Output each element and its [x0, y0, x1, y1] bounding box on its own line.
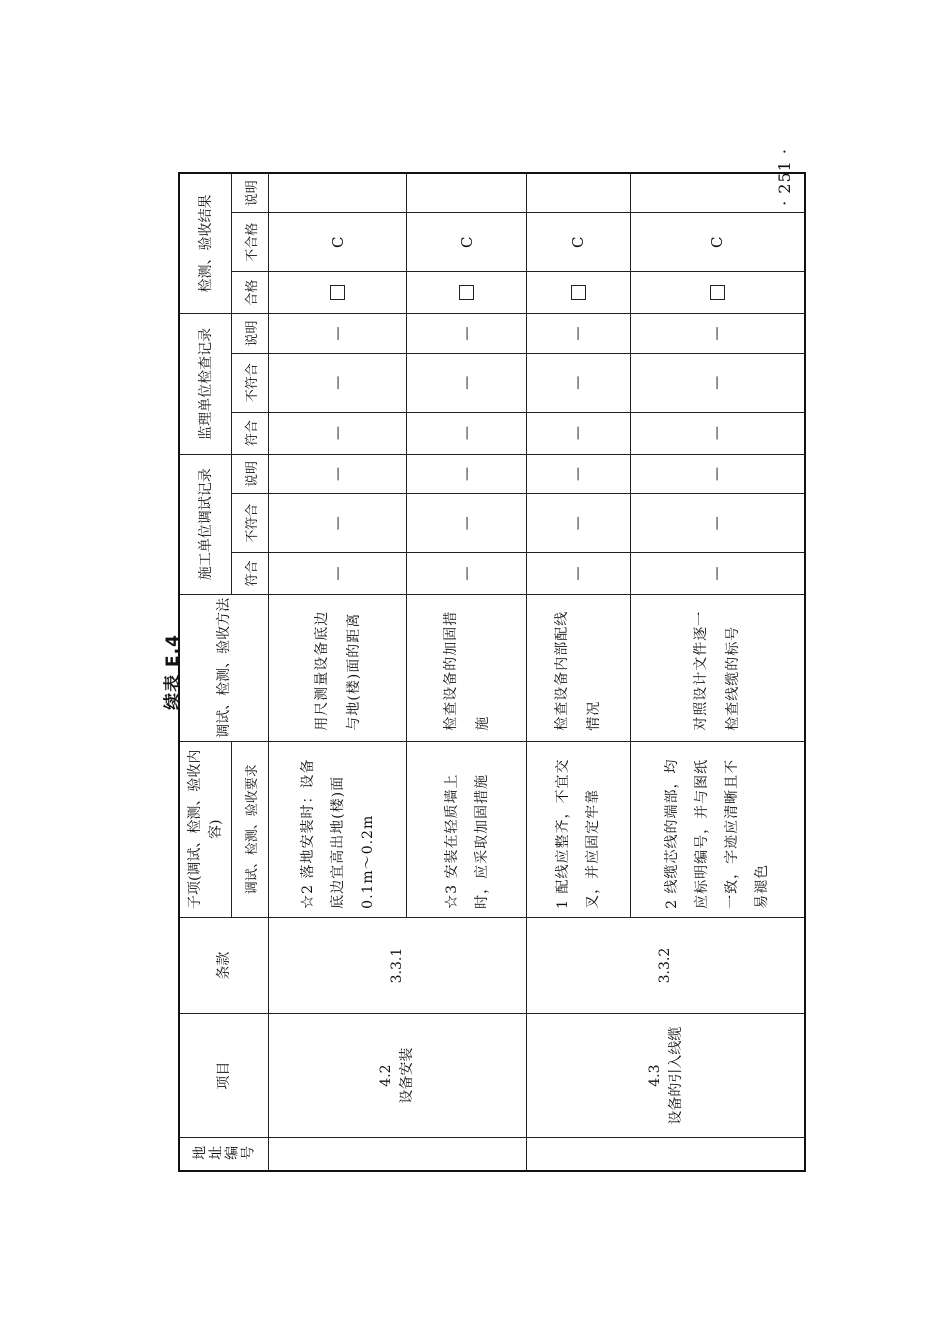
checkbox-square[interactable] — [710, 285, 725, 300]
record-cell — [630, 314, 805, 354]
qualified-cell — [630, 272, 805, 314]
result-note-cell — [268, 173, 406, 213]
dash-mark: — — [329, 326, 346, 341]
record-cell — [630, 553, 805, 595]
unqualified-cell — [268, 213, 406, 272]
record-cell — [407, 553, 527, 595]
qualified-cell — [268, 272, 406, 314]
unqualified-cell — [630, 213, 805, 272]
dash-mark: — — [329, 426, 346, 441]
unqualified-mark[interactable]: C — [708, 236, 727, 249]
record-cell — [527, 412, 631, 454]
dash-mark: — — [709, 566, 726, 581]
header-supervision-conform: 符合 — [232, 412, 269, 454]
dash-mark: — — [329, 516, 346, 531]
record-cell — [527, 454, 631, 494]
requirement-cell: ☆3 安装在轻质墙上时，应采取加固措施 — [407, 741, 527, 917]
requirement-cell: ☆2 落地安装时：设备底边宜高出地(楼)面 0.1m～0.2m — [268, 741, 406, 917]
checkbox-square[interactable] — [459, 285, 474, 300]
dash-mark: — — [458, 566, 475, 581]
dash-mark: — — [329, 375, 346, 390]
header-clause: 条款 — [179, 917, 268, 1013]
header-unqualified: 不合格 — [232, 213, 269, 272]
record-cell — [268, 314, 406, 354]
table-row — [527, 173, 631, 1171]
record-cell — [630, 412, 805, 454]
header-result-note: 说明 — [232, 173, 269, 213]
dash-mark: — — [570, 516, 587, 531]
record-cell — [407, 454, 527, 494]
dash-mark: — — [329, 566, 346, 581]
header-item: 项目 — [179, 1014, 268, 1138]
record-cell — [527, 494, 631, 553]
record-cell — [630, 454, 805, 494]
header-subitem: 子项(调试、检测、验收内容) — [179, 741, 232, 917]
clause-cell: 3.3.2 — [527, 917, 805, 1013]
header-method: 调试、检测、验收方法 — [179, 594, 268, 741]
dash-mark: — — [709, 375, 726, 390]
method-cell: 检查设备内部配线情况 — [527, 594, 631, 741]
header-construction: 施工单位调试记录 — [179, 454, 232, 594]
header-construction-nonconform: 不符合 — [232, 494, 269, 553]
dash-mark: — — [458, 516, 475, 531]
header-supervision: 监理单位检查记录 — [179, 314, 232, 454]
header-supervision-nonconform: 不符合 — [232, 353, 269, 412]
dash-mark: — — [329, 466, 346, 481]
record-cell — [527, 553, 631, 595]
item-name: 设备安装 — [399, 1047, 416, 1104]
unqualified-mark[interactable]: C — [569, 236, 588, 249]
record-cell — [268, 412, 406, 454]
record-cell — [268, 454, 406, 494]
dash-mark: — — [570, 426, 587, 441]
record-cell — [527, 314, 631, 354]
method-cell: 用尺测量设备底边与地(楼)面的距离 — [268, 594, 406, 741]
item-cell — [527, 1014, 805, 1138]
header-construction-note: 说明 — [232, 454, 269, 494]
record-cell — [407, 494, 527, 553]
record-cell — [268, 494, 406, 553]
qualified-cell — [407, 272, 527, 314]
clause-cell: 3.3.1 — [268, 917, 526, 1013]
dash-mark: — — [709, 426, 726, 441]
record-cell — [407, 412, 527, 454]
address-cell — [268, 1137, 526, 1171]
checkbox-square[interactable] — [571, 285, 586, 300]
dash-mark: — — [709, 326, 726, 341]
record-cell — [630, 494, 805, 553]
requirement-cell: 2 线缆芯线的端部，均应标明编号，并与图纸一致，字迹应清晰且不易褪色 — [630, 741, 805, 917]
header-result: 检测、验收结果 — [179, 173, 232, 314]
header-construction-conform: 符合 — [232, 553, 269, 595]
record-cell — [407, 353, 527, 412]
address-cell — [527, 1137, 805, 1171]
item-name: 设备的引入线缆 — [667, 1026, 684, 1125]
dash-mark: — — [458, 326, 475, 341]
dash-mark: — — [570, 566, 587, 581]
dash-mark: — — [570, 466, 587, 481]
header-qualified: 合格 — [232, 272, 269, 314]
inspection-table — [178, 172, 806, 1172]
method-cell: 对照设计文件逐一检查线缆的标号 — [630, 594, 805, 741]
unqualified-cell — [407, 213, 527, 272]
header-supervision-note: 说明 — [232, 314, 269, 354]
qualified-cell — [527, 272, 631, 314]
page-number: · 251 · — [775, 148, 794, 206]
checkbox-square[interactable] — [330, 285, 345, 300]
dash-mark: — — [570, 326, 587, 341]
unqualified-mark[interactable]: C — [328, 236, 347, 249]
record-cell — [527, 353, 631, 412]
dash-mark: — — [458, 426, 475, 441]
table-row — [268, 173, 406, 1171]
dash-mark: — — [570, 375, 587, 390]
header-address: 地址编号 — [179, 1137, 268, 1171]
header-requirement: 调试、检测、验收要求 — [232, 741, 269, 917]
requirement-cell: 1 配线应整齐，不宜交叉，并应固定牢靠 — [527, 741, 631, 917]
dash-mark: — — [709, 466, 726, 481]
item-number: 4.3 — [646, 1064, 663, 1087]
item-number: 4.2 — [378, 1064, 395, 1087]
method-cell: 检查设备的加固措施 — [407, 594, 527, 741]
item-cell — [268, 1014, 526, 1138]
page-title: 续表 E.4 — [163, 634, 183, 710]
dash-mark: — — [458, 375, 475, 390]
record-cell — [268, 553, 406, 595]
record-cell — [630, 353, 805, 412]
dash-mark: — — [709, 516, 726, 531]
unqualified-cell — [527, 213, 631, 272]
record-cell — [407, 314, 527, 354]
unqualified-mark[interactable]: C — [457, 236, 476, 249]
result-note-cell — [407, 173, 527, 213]
dash-mark: — — [458, 466, 475, 481]
record-cell — [268, 353, 406, 412]
result-note-cell — [527, 173, 631, 213]
